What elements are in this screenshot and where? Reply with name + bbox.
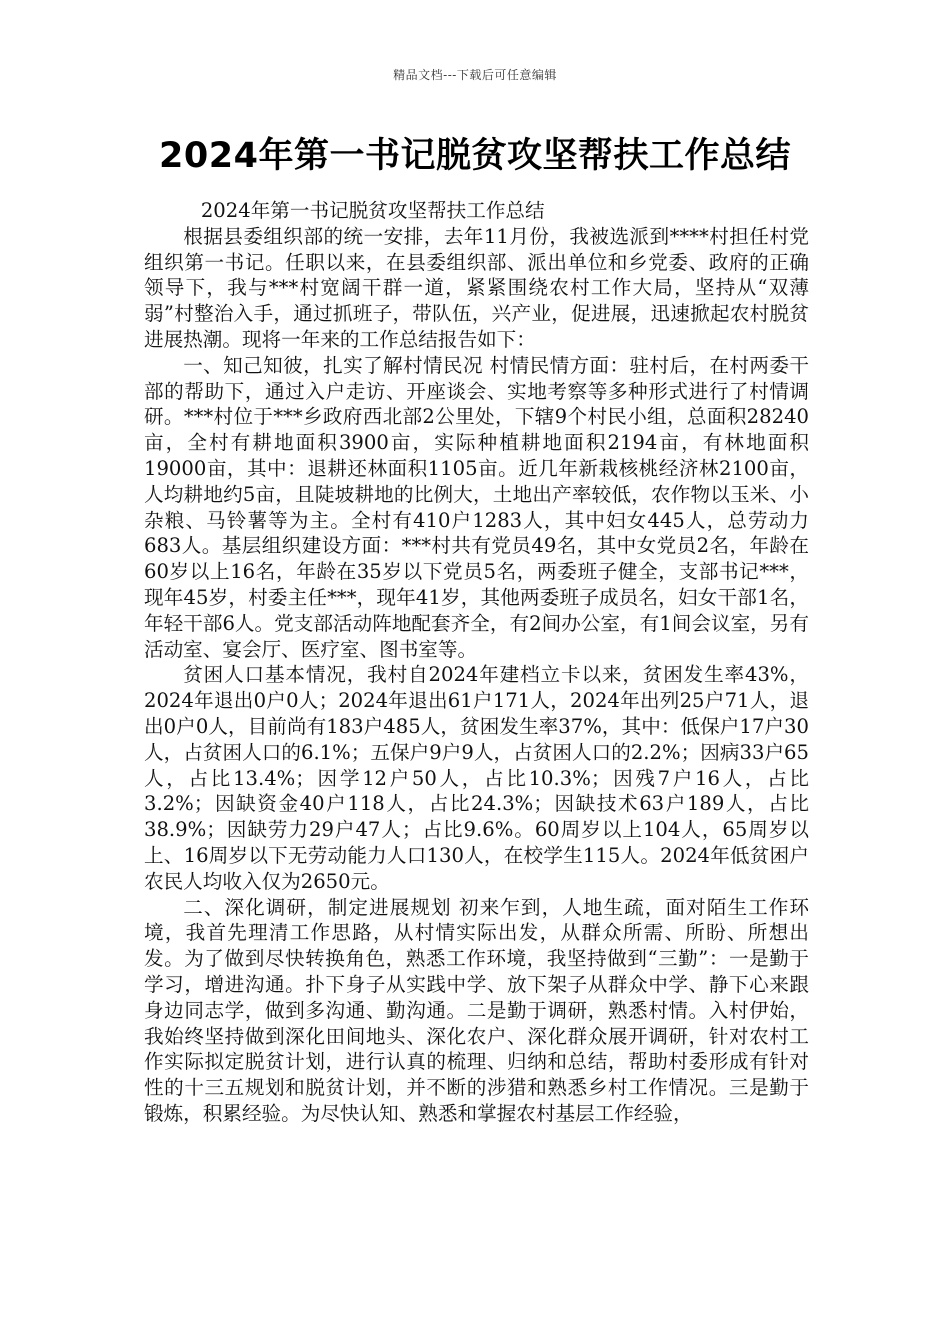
paragraph-intro: 根据县委组织部的统一安排，去年11月份，我被选派到****村担任村党组织第一书记。任职以来，在县委组织部、派出单位和乡党委、政府的正确领导下，我与***村宽阔干群一道，紧紧围绕农村工作大局，坚持从“双薄弱”村整治入手，通过抓班子，带队伍，兴产业，促进展，迅速掀起农村脱贫进展热潮。现将一年来的工作总结报告如下： (144, 224, 809, 351)
paragraph-poverty-population: 贫困人口基本情况，我村自2024年建档立卡以来，贫困发生率43%，2024年退出0户0人；2024年退出61户171人，2024年出列25户71人，退出0户0人，目前尚有183户485人，贫困发生率37%，其中：低保户17户30人，占贫困人口的6.1%；五保户9户9人，占贫困人口的2.2%；因病33户65人，占比13.4%；因学12户50人，占比10.3%；因残7户16人，占比3.2%；因缺资金40户118人，占比24.3%；因缺技术63户189人，占比38.9%；因缺劳力29户47人；占比9.6%。60周岁以上104人，65周岁以上、16周岁以下无劳动能力人口130人，在校学生115人。2024年低贫困户农民人均收入仅为2650元。 (144, 663, 809, 893)
paragraph-village-situation: 一、知己知彼，扎实了解村情民况 村情民情方面：驻村后，在村两委干部的帮助下，通过入户走访、开座谈会、实地考察等多种形式进行了村情调研。***村位于***乡政府西北部2公里处，下辖9个村民小组，总面积28240亩，全村有耕地面积3900亩，实际种植耕地面积2194亩，有林地面积19000亩，其中：退耕还林面积1105亩。近几年新栽核桃经济林2100亩，人均耕地约5亩，且陡坡耕地的比例大，土地出产率较低，农作物以玉米、小杂粮、马铃薯等为主。全村有410户1283人，其中妇女445人，总劳动力683人。基层组织建设方面：***村共有党员49名，其中女党员2名，年龄在60岁以上16名，年龄在35岁以下党员5名，两委班子健全，支部书记***，现年45岁，村委主任***，现年41岁，其他两委班子成员名，妇女干部1名，年轻干部6人。党支部活动阵地配套齐全，有2间办公室，有1间会议室，另有活动室、宴会厅、医疗室、图书室等。 (144, 353, 809, 661)
document-title: 2024年第一书记脱贫攻坚帮扶工作总结 (159, 136, 791, 176)
document-body (144, 198, 809, 1127)
page-header-note: 精品文档---下载后可任意编辑 (393, 68, 557, 82)
document-subtitle: 2024年第一书记脱贫攻坚帮扶工作总结 (200, 199, 545, 222)
paragraph-research-planning: 二、深化调研，制定进展规划 初来乍到，人地生疏，面对陌生工作环境，我首先理清工作思路，从村情实际出发，从群众所需、所盼、所想出发。为了做到尽快转换角色，熟悉工作环境，我坚持做到“三勤”：一是勤于学习，增进沟通。扑下身子从实践中学、放下架子从群众中学、静下心来跟身边同志学，做到多沟通、勤沟通。二是勤于调研，熟悉村情。入村伊始，我始终坚持做到深化田间地头、深化农户、深化群众展开调研，针对农村工作实际拟定脱贫计划，进行认真的梳理、归纳和总结，帮助村委形成有针对性的十三五规划和脱贫计划，并不断的涉猎和熟悉乡村工作情况。三是勤于锻炼，积累经验。为尽快认知、熟悉和掌握农村基层工作经验， (144, 895, 809, 1125)
